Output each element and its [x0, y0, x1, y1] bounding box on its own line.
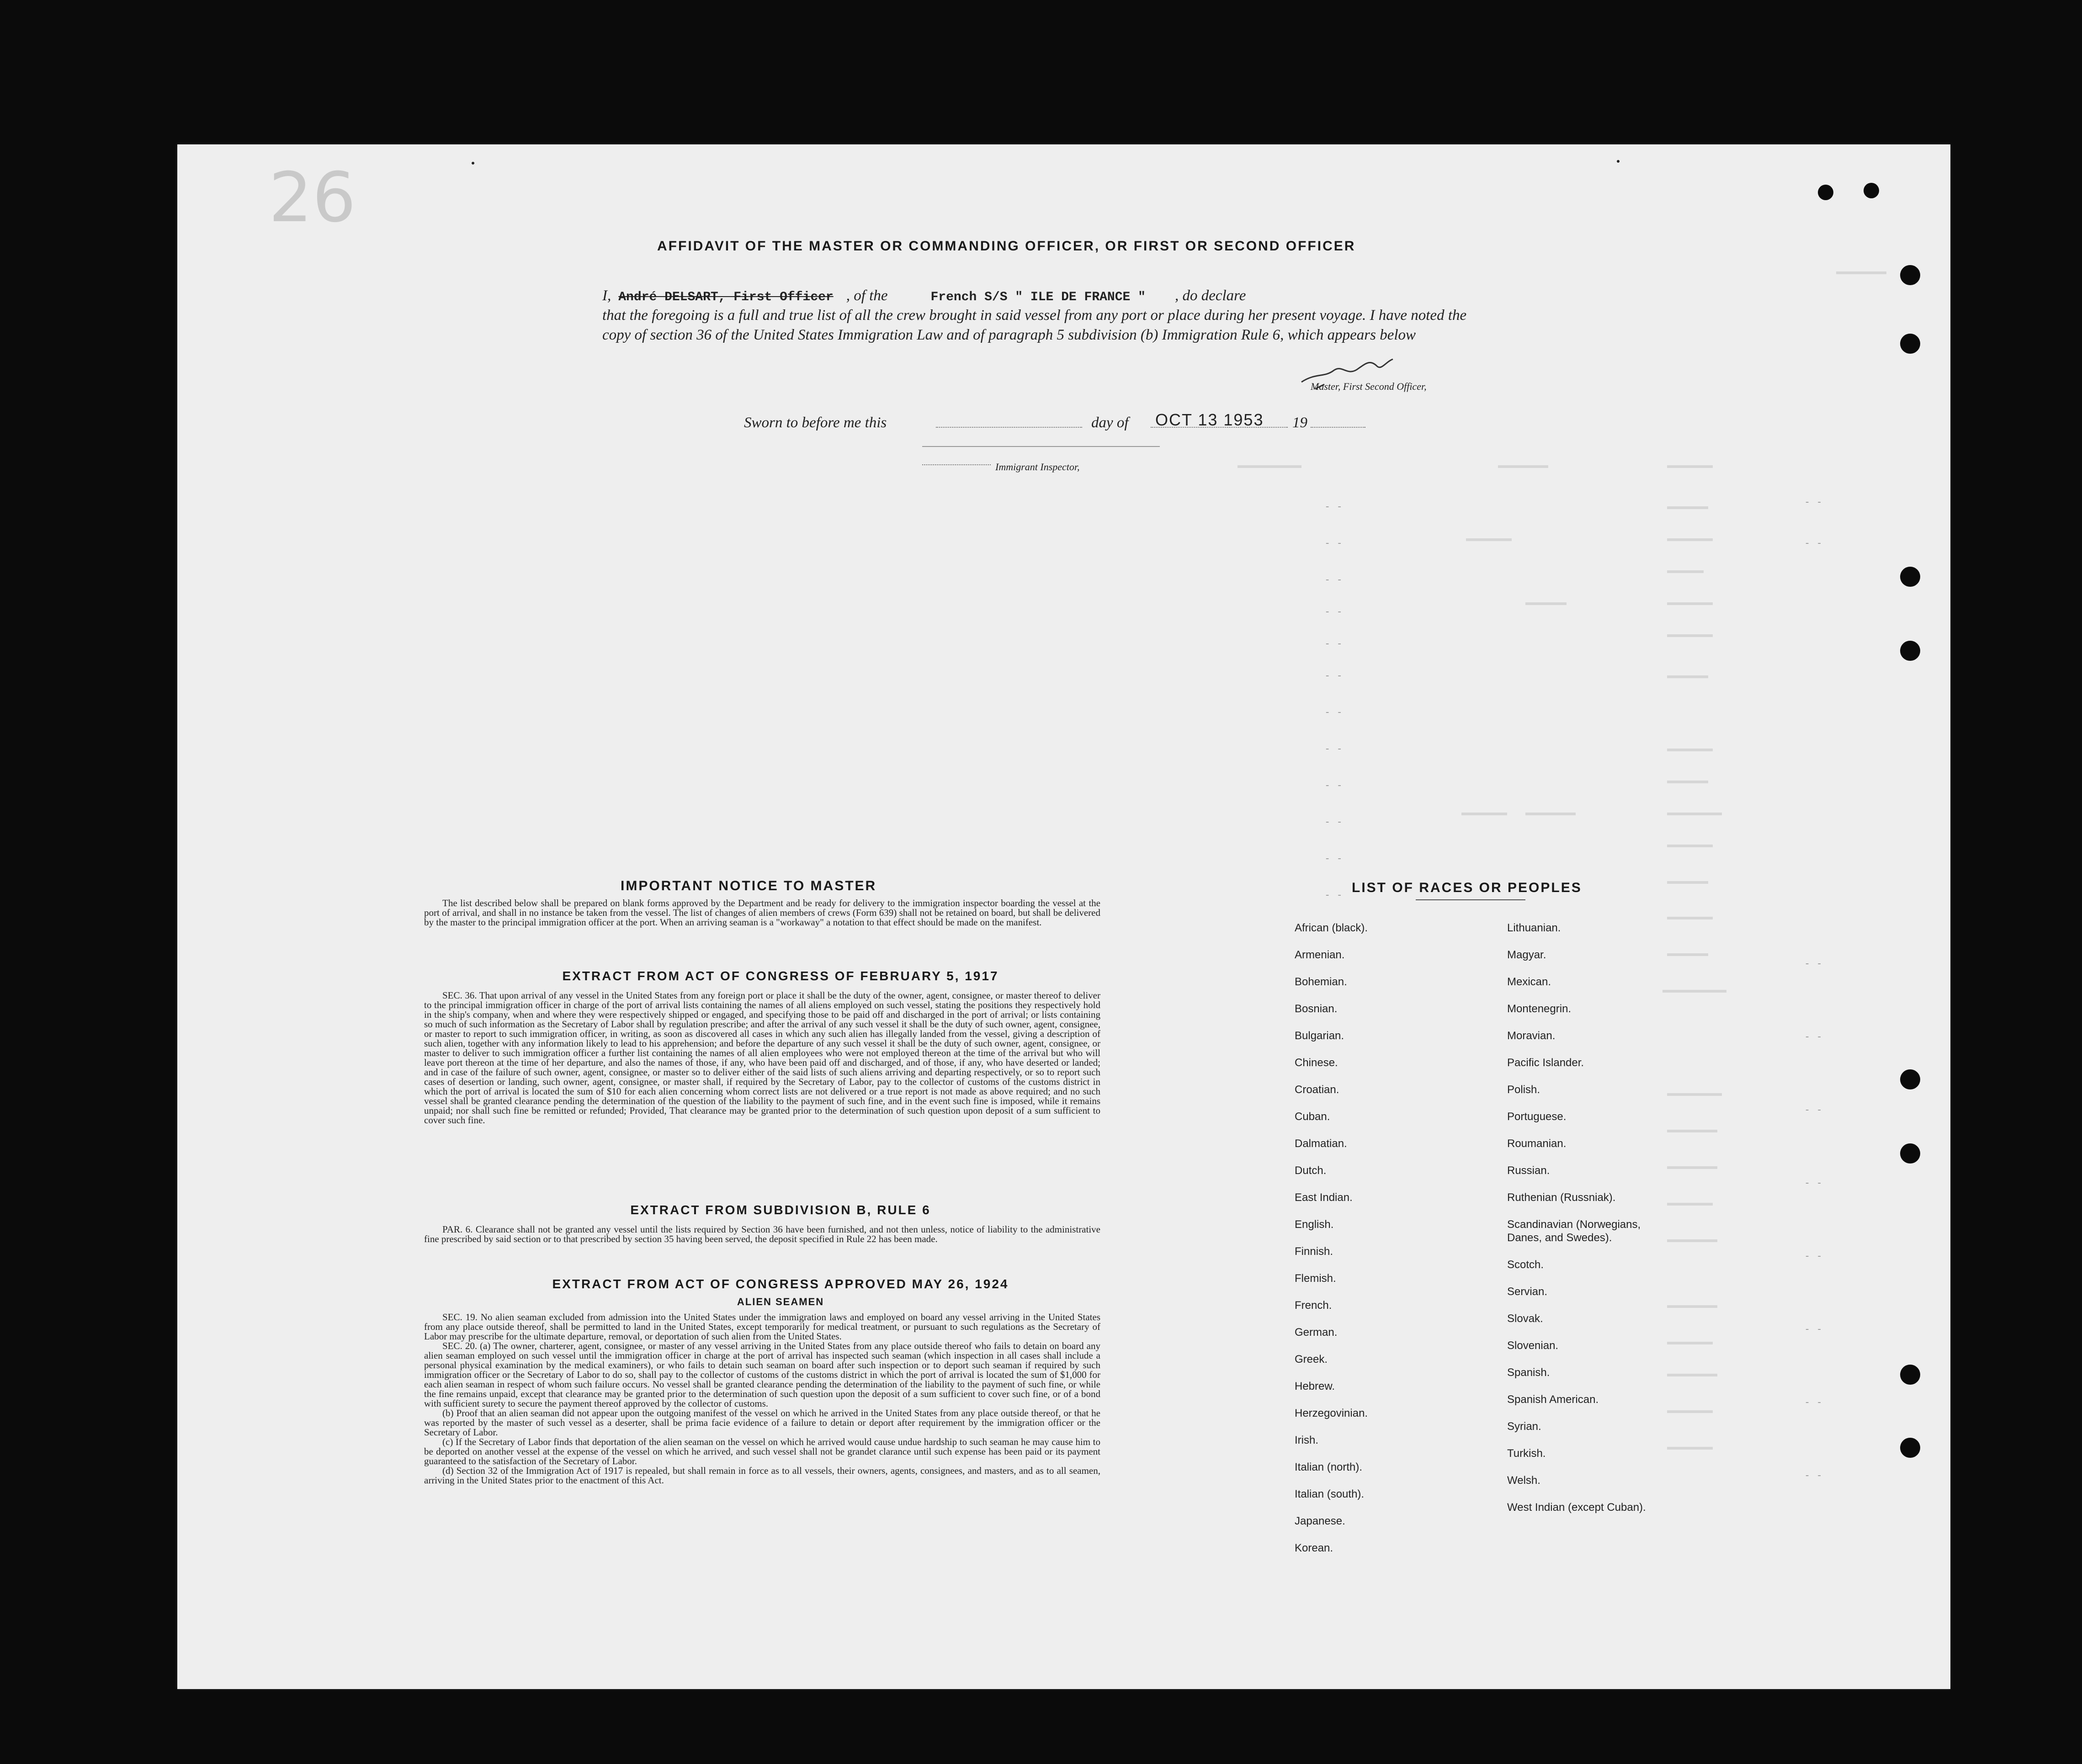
bleed-through-line	[1667, 781, 1708, 783]
bleed-through-line	[1667, 1203, 1713, 1206]
bleed-through-line	[1667, 538, 1713, 541]
bleed-through-line	[1667, 634, 1713, 637]
sworn-day-line	[936, 427, 1082, 428]
punch-hole	[1900, 1143, 1920, 1164]
race-item: Slovenian.	[1507, 1339, 1559, 1352]
inspector-label: Immigrant Inspector,	[995, 461, 1080, 473]
race-item: Slovak.	[1507, 1312, 1543, 1325]
bleed-through-line	[1667, 1166, 1717, 1169]
bleed-through-line	[1667, 1342, 1713, 1344]
race-item: Chinese.	[1295, 1057, 1338, 1069]
punch-hole	[1818, 185, 1833, 200]
race-item: Servian.	[1507, 1286, 1548, 1298]
extract-1917-title: EXTRACT FROM ACT OF CONGRESS OF FEBRUARY 5, 1917	[562, 969, 999, 983]
affidavit-of-the: , of the	[846, 287, 888, 304]
affidavit-title: AFFIDAVIT OF THE MASTER OR COMMANDING OFFICER, OR FIRST OR SECOND OFFICER	[657, 239, 1356, 254]
race-item: Bohemian.	[1295, 976, 1347, 988]
extract-1924-text: SEC. 19. No alien seaman excluded from admission into the United States under the immigration laws and employed on board any vessel arriving in the United States from any place outside thereof, shall be permitted to land in the United States, except temporarily for medical treatment, or pursuant to such regulations as the Secretary of Labor may prescribe for the ultimate departure, removal, or deportation of such alien from the United States. SEC. 20. (a) The owner, charterer, agent, consignee, or master of any vessel arriving in the United States from any place outside thereof who fails to detain on board any alien seaman employed on such vessel until the immigration officer in charge at the port of arrival has inspected such seaman (which inspection in all cases shall include a personal physical examination by the medical examiners), or who fails to detain such seaman on board after such inspection or to deport such seaman if required by such immigration officer or the Secretary of Labor to do so, shall pay to the collector of customs of the customs district in which the port of arrival is located the sum of $1,000 for each alien seaman in respect of whom such failure occurs. No vessel shall be granted clearance pending the determination of the liability to the payment of such fine, or while the fine remains unpaid, except that clearance may be granted prior to the determination of such question upon the deposit of a sum sufficient to cover such fine, or of a bond with sufficient surety to secure the payment thereof approved by the collector of customs. (b) Proof that an alien seaman did not appear upon the outgoing manifest of the vessel on which he arrived in the United States from any place outside thereof, or that he was reported by the master of such vessel as a deserter, shall be prima facie evidence of a failure to detain or deport after requirement by the immigration officer or the Secretary of Labor. (c) If the Secretary of Labor finds that deportation of the alien seaman on the vessel on which he arrived would cause undue hardship to such seaman he may cause him to be deported on another vessel at the expense of the vessel on which he arrived, and such vessel shall not be grandet clarance until such expense has been paid or its payment guaranteed to the satisfaction of the Secretary of Labor. (d) Section 32 of the Immigration Act of 1917 is repealed, but shall remain in force as to all vessels, their owners, agents, consignees, and masters, and as to all seamen, arriving in the United States prior to the enactment of this Act.	[424, 1312, 1100, 1486]
punch-hole	[1864, 183, 1879, 198]
bleed-through-line	[1238, 465, 1301, 468]
race-item: Moravian.	[1507, 1030, 1556, 1042]
race-item: Scotch.	[1507, 1259, 1544, 1271]
race-item: Finnish.	[1295, 1245, 1333, 1258]
affidavit-declaration	[602, 286, 1653, 345]
column-dash: - -	[1324, 889, 1343, 901]
race-item: Herzegovinian.	[1295, 1407, 1368, 1419]
race-item: African (black).	[1295, 922, 1368, 934]
column-dash: - -	[1324, 707, 1343, 718]
punch-hole	[1900, 1069, 1920, 1089]
column-dash: - -	[1804, 1177, 1822, 1189]
race-item: Irish.	[1295, 1434, 1319, 1446]
bleed-through-line	[1667, 1447, 1713, 1450]
extract-1924-title: EXTRACT FROM ACT OF CONGRESS APPROVED MAY 26, 1924	[552, 1277, 1009, 1291]
sworn-date-line	[1151, 427, 1288, 428]
column-dash: - -	[1324, 501, 1343, 512]
column-dash: - -	[1804, 958, 1822, 969]
corner-mark	[1617, 160, 1620, 163]
bleed-through-line	[1667, 1410, 1713, 1413]
column-dash: - -	[1804, 496, 1822, 508]
punch-hole	[1900, 334, 1920, 354]
bleed-through-line	[1461, 813, 1507, 815]
punch-hole	[1900, 1365, 1920, 1385]
inspector-line	[922, 464, 991, 465]
column-dash: - -	[1324, 853, 1343, 864]
race-item: Turkish.	[1507, 1447, 1546, 1460]
race-item: Dalmatian.	[1295, 1137, 1347, 1150]
race-item: East Indian.	[1295, 1191, 1353, 1204]
bleed-through-line	[1662, 990, 1726, 993]
punch-hole	[1900, 265, 1920, 285]
race-item: Mexican.	[1507, 976, 1551, 988]
bleed-through-line	[1667, 881, 1708, 884]
date-stamp: OCT 13 1953	[1155, 410, 1264, 429]
bleed-through-line	[1667, 1239, 1717, 1242]
race-item: Greek.	[1295, 1353, 1328, 1366]
bleed-through-line	[1667, 602, 1713, 605]
column-dash: - -	[1324, 816, 1343, 828]
bleed-through-line	[1667, 1093, 1722, 1096]
column-dash: - -	[1324, 574, 1343, 585]
race-item: Montenegrin.	[1507, 1003, 1572, 1015]
race-item: Armenian.	[1295, 949, 1345, 961]
bleed-through-line	[1525, 602, 1567, 605]
race-item: Bosnian.	[1295, 1003, 1338, 1015]
race-item: English.	[1295, 1218, 1334, 1231]
bleed-through-line	[1667, 675, 1708, 678]
column-dash: - -	[1804, 537, 1822, 549]
race-item: Syrian.	[1507, 1420, 1541, 1433]
race-item: Hebrew.	[1295, 1380, 1335, 1392]
bleed-through-line	[1667, 917, 1713, 919]
punch-hole	[1900, 641, 1920, 661]
affidavit-name-prefix: I,	[602, 287, 611, 304]
document-page	[177, 144, 1950, 1689]
race-item: Flemish.	[1295, 1272, 1336, 1285]
bleed-through-line	[1667, 749, 1713, 751]
race-item: Dutch.	[1295, 1164, 1327, 1177]
officer-name: André DELSART, First Officer	[618, 290, 834, 304]
races-title: LIST OF RACES OR PEOPLES	[1352, 880, 1582, 895]
column-dash: - -	[1324, 606, 1343, 617]
race-item: Polish.	[1507, 1084, 1540, 1096]
races-list-right	[1507, 921, 1672, 1528]
race-item: Magyar.	[1507, 949, 1546, 961]
column-dash: - -	[1804, 1470, 1822, 1481]
extract-1917-text: SEC. 36. That upon arrival of any vessel in the United States from any foreign port or place it shall be the duty of the owner, agent, consignee, or master thereof to deliver to the principal immigration officer in charge of the port of arrival lists containing the names of all aliens employed on such vessel, stating the positions they respectively hold in the ship's company, when and where they were respectively shipped or engaged, and specifying those to be paid off and discharged in the port of arrival; or lists containing so much of such information as the Secretary of Labor shall by regulation prescribe; and after the arrival of any such vessel it shall be the duty of such owner, agent, consignee, or master to report to such immigration officer, in writing, as soon as discovered all cases in which any such alien has illegally landed from the vessel, giving a description of such alien, together with any information likely to lead to his apprehension; and before the departure of any such vessel it shall be the duty of such owner, agent, consignee, or master to deliver to such immigration officer a further list containing the names of all alien employees who were not employed thereon at the time of the arrival but who will leave port thereon at the time of her departure, and also the names of those, if any, who have been paid off and discharged, and of those, if any, who have deserted or landed; and in case of the failure of such owner, agent, consignee, or master so to deliver either of the said lists of such aliens arriving and departing respectively, or so to report such cases of desertion or landing, such owner, agent, consignee, or master shall, if required by the Secretary of Labor, pay to the collector of customs of the customs district in which the port of arrival is located the sum of $10 for each alien concerning whom correct lists are not delivered or a true report is not made as above required; and no such vessel shall be granted clearance pending the determination of the question of the liability to the payment of such fine, and in the event such fine is imposed, while it remains unpaid; nor shall such fine be remitted or refunded; Provided, That clearance may be granted prior to the determination of such question upon deposit of a sum sufficient to cover such fine.	[424, 990, 1100, 1126]
bleed-through-line	[1836, 271, 1886, 274]
inspector-signature-line	[922, 446, 1160, 447]
alien-seamen-subtitle: ALIEN SEAMEN	[737, 1296, 824, 1307]
column-dash: - -	[1324, 670, 1343, 681]
race-item: Spanish.	[1507, 1366, 1550, 1379]
corner-mark	[472, 162, 474, 165]
races-list-left	[1295, 921, 1368, 1568]
bleed-through-line	[1667, 465, 1713, 468]
column-dash: - -	[1324, 537, 1343, 549]
bleed-through-line	[1667, 1374, 1717, 1376]
race-item: Ruthenian (Russniak).	[1507, 1191, 1616, 1204]
bleed-through-line	[1525, 813, 1576, 815]
race-item: Spanish American.	[1507, 1393, 1599, 1406]
bleed-through-line	[1667, 813, 1722, 815]
page-number: 26	[269, 158, 356, 238]
race-item: Welsh.	[1507, 1474, 1540, 1487]
sworn-label: Sworn to before me this	[744, 414, 887, 431]
race-item: Japanese.	[1295, 1515, 1345, 1527]
race-item: Korean.	[1295, 1542, 1333, 1554]
race-item: French.	[1295, 1299, 1332, 1312]
notice-title: IMPORTANT NOTICE TO MASTER	[621, 878, 877, 893]
race-item: Portuguese.	[1507, 1110, 1567, 1123]
vessel-name: French S/S " ILE DE FRANCE "	[930, 290, 1146, 304]
bleed-through-line	[1667, 506, 1708, 509]
extract-rule6-text: PAR. 6. Clearance shall not be granted any vessel until the lists required by Section 36 have been furnished, and not then unless, notice of liability to the administrative fine prescribed by said section or to that prescribed by section 35 having been served, the deposit specified in Rule 22 has been made.	[424, 1224, 1100, 1244]
affidavit-text: that the foregoing is a full and true list of all the crew brought in said vessel from any port or place during her present voyage. I have noted the copy of section 36 of the United States Immigration Law and of paragraph 5 subdivision (b) Immigration Rule 6, which appears below	[602, 307, 1467, 343]
column-dash: - -	[1804, 1031, 1822, 1042]
column-dash: - -	[1804, 1104, 1822, 1116]
column-dash: - -	[1804, 1323, 1822, 1335]
column-dash: - -	[1324, 743, 1343, 754]
race-item: Italian (south).	[1295, 1488, 1365, 1500]
column-dash: - -	[1804, 1397, 1822, 1408]
bleed-through-line	[1667, 1130, 1717, 1132]
race-item: Roumanian.	[1507, 1137, 1567, 1150]
punch-hole	[1900, 1438, 1920, 1458]
bleed-through-line	[1498, 465, 1548, 468]
signature-title: Master, First Second Officer,	[1311, 381, 1427, 392]
race-item: Russian.	[1507, 1164, 1550, 1177]
column-dash: - -	[1804, 1250, 1822, 1262]
race-item: Italian (north).	[1295, 1461, 1363, 1473]
column-dash: - -	[1324, 638, 1343, 649]
extract-rule6-title: EXTRACT FROM SUBDIVISION B, RULE 6	[630, 1203, 931, 1217]
race-item: Pacific Islander.	[1507, 1057, 1584, 1069]
race-item: Cuban.	[1295, 1110, 1330, 1123]
races-title-rule	[1416, 899, 1525, 900]
day-of-label: day of	[1091, 414, 1129, 431]
bleed-through-line	[1667, 845, 1713, 847]
bleed-through-line	[1667, 1305, 1717, 1308]
punch-hole	[1900, 567, 1920, 587]
race-item: Croatian.	[1295, 1084, 1339, 1096]
year-label: 19	[1292, 414, 1307, 431]
race-item: Bulgarian.	[1295, 1030, 1344, 1042]
bleed-through-line	[1667, 570, 1704, 573]
race-item: West Indian (except Cuban).	[1507, 1501, 1646, 1514]
race-item: Lithuanian.	[1507, 922, 1561, 934]
sworn-year-line	[1311, 427, 1365, 428]
affidavit-do-declare: , do declare	[1174, 287, 1246, 304]
race-item: Scandinavian (Norwegians, Danes, and Swedes).	[1507, 1218, 1641, 1244]
bleed-through-line	[1466, 538, 1512, 541]
column-dash: - -	[1324, 780, 1343, 791]
bleed-through-line	[1667, 953, 1708, 956]
notice-text: The list described below shall be prepared on blank forms approved by the Department and be ready for delivery to the immigration inspector boarding the vessel at the port of arrival, and shall in no instance be taken from the vessel. The list of changes of alien members of crews (Form 639) shall not be retained on board, but shall be delivered by the master to the principal immigration officer at the port. When an arriving seaman is a "workaway" a notation to that effect should be made on the manifest.	[424, 898, 1100, 928]
race-item: German.	[1295, 1326, 1338, 1339]
